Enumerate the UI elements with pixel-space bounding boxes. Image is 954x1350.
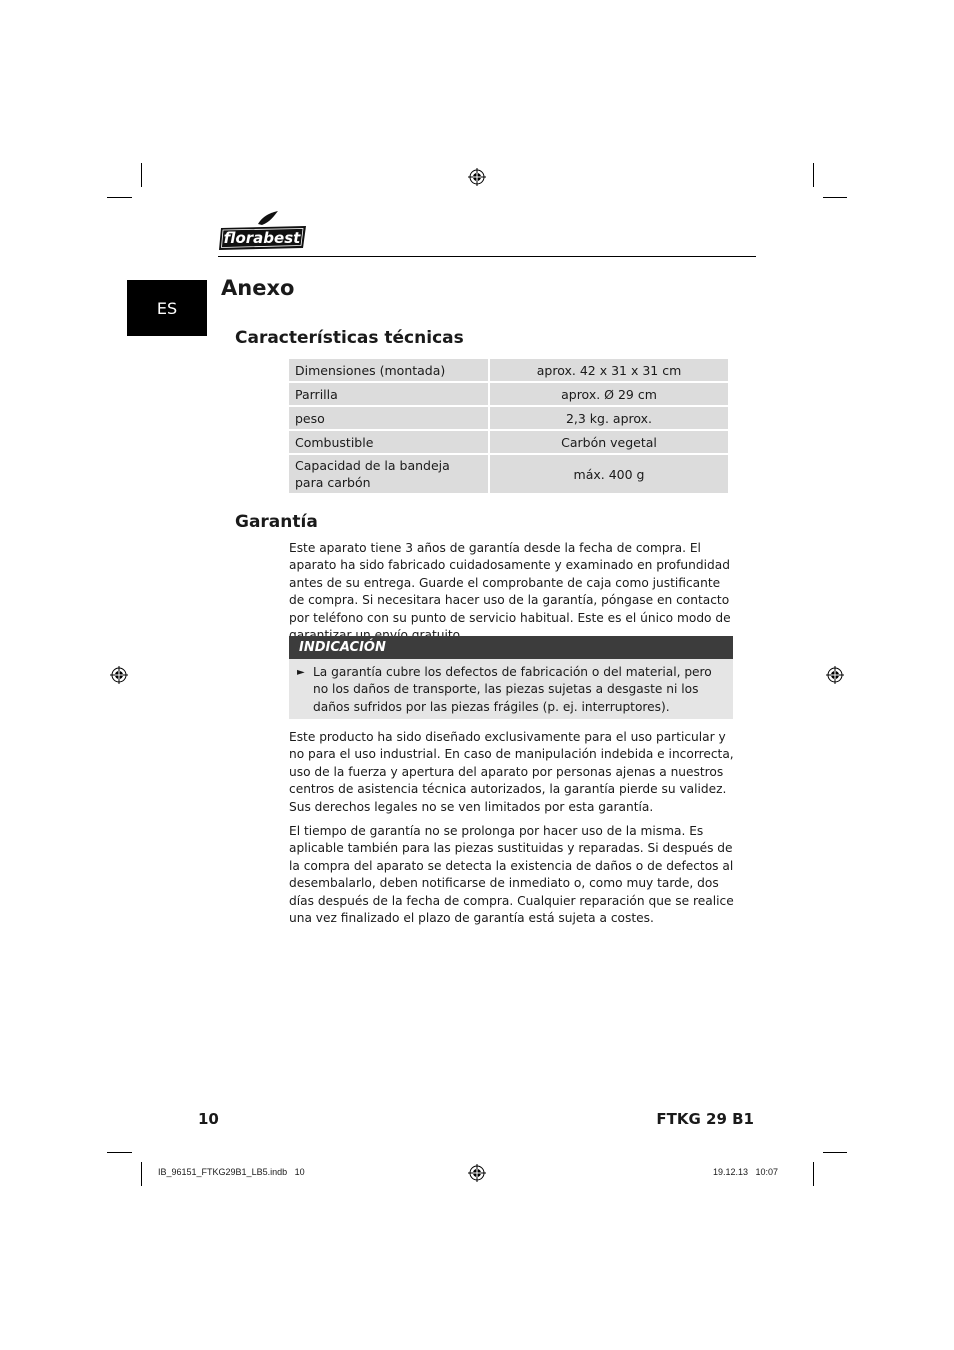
registration-mark-icon bbox=[468, 1164, 486, 1182]
specs-table bbox=[287, 357, 730, 495]
slug-file: IB_96151_FTKG29B1_LB5.indb 10 bbox=[158, 1167, 305, 1177]
table-row bbox=[289, 383, 728, 405]
crop-mark bbox=[107, 1152, 132, 1153]
spec-label: peso bbox=[289, 407, 488, 429]
table-row bbox=[289, 431, 728, 453]
spec-value: Carbón vegetal bbox=[490, 431, 728, 453]
note-text: La garantía cubre los defectos de fabricación o del material, pero no los daños de transporte, las piezas sujetas a desgaste ni los daños sufridos por las piezas frágiles (p. ej. interruptores). bbox=[313, 665, 712, 714]
crop-mark bbox=[813, 163, 814, 187]
specs-heading: Características técnicas bbox=[235, 328, 464, 348]
spec-value: 2,3 kg. aprox. bbox=[490, 407, 728, 429]
spec-label: Capacidad de la bandeja para carbón bbox=[289, 455, 488, 493]
spec-label: Parrilla bbox=[289, 383, 488, 405]
arrow-right-icon: ► bbox=[297, 667, 305, 678]
note-box bbox=[289, 659, 733, 719]
model-number: FTKG 29 B1 bbox=[656, 1110, 754, 1128]
page-number: 10 bbox=[198, 1110, 219, 1128]
crop-mark bbox=[813, 1162, 814, 1186]
header-rule bbox=[218, 256, 756, 257]
registration-mark-icon bbox=[826, 666, 844, 684]
crop-mark bbox=[141, 1162, 142, 1186]
table-row bbox=[289, 407, 728, 429]
language-tab: ES bbox=[127, 280, 207, 336]
slug-date: 19.12.13 10:07 bbox=[712, 1167, 778, 1177]
spec-value: aprox. Ø 29 cm bbox=[490, 383, 728, 405]
warranty-paragraph: Este producto ha sido diseñado exclusivamente para el uso particular y no para el uso industrial. En caso de manipulación indebida e incorrecta, uso de la fuerza y apertura del aparato por personas ajenas a nuestros centros de asistencia técnica autorizados, la garantía pierde su validez. Sus derechos legales no se ven limitados por esta garantía. bbox=[289, 730, 734, 814]
crop-mark bbox=[823, 1152, 847, 1153]
registration-mark-icon bbox=[110, 666, 128, 684]
registration-mark-icon bbox=[468, 168, 486, 186]
spec-label: Dimensiones (montada) bbox=[289, 359, 488, 381]
crop-mark bbox=[141, 163, 142, 187]
table-row bbox=[289, 359, 728, 381]
svg-text:florabest: florabest bbox=[223, 229, 301, 247]
spec-label: Combustible bbox=[289, 431, 488, 453]
page-title: Anexo bbox=[221, 276, 295, 300]
note-title: INDICACIÓN bbox=[289, 636, 733, 659]
florabest-logo bbox=[218, 210, 308, 252]
crop-mark bbox=[823, 197, 847, 198]
crop-mark bbox=[107, 197, 132, 198]
spec-value: aprox. 42 x 31 x 31 cm bbox=[490, 359, 728, 381]
warranty-paragraph: El tiempo de garantía no se prolonga por hacer uso de la misma. Es aplicable también para las piezas sustituidas y reparadas. Si después de la compra del aparato se detecta la existencia de daños o de defectos al desembalarlo, deben notificarse de inmediato o, como muy tarde, dos días después de la fecha de compra. Cualquier reparación que se realice una vez finalizado el plazo de garantía está sujeta a costes. bbox=[289, 824, 734, 926]
table-row bbox=[289, 455, 728, 493]
warranty-heading: Garantía bbox=[235, 512, 318, 532]
spec-value: máx. 400 g bbox=[490, 455, 728, 493]
warranty-paragraph: Este aparato tiene 3 años de garantía desde la fecha de compra. El aparato ha sido fabricado cuidadosamente y examinado en profundidad antes de su entrega. Guarde el comprobante de caja como justificante de compra. Si necesitara hacer uso de la garantía, póngase en contacto por teléfono con su punto de servicio habitual. Este es el único modo de bbox=[289, 541, 731, 625]
